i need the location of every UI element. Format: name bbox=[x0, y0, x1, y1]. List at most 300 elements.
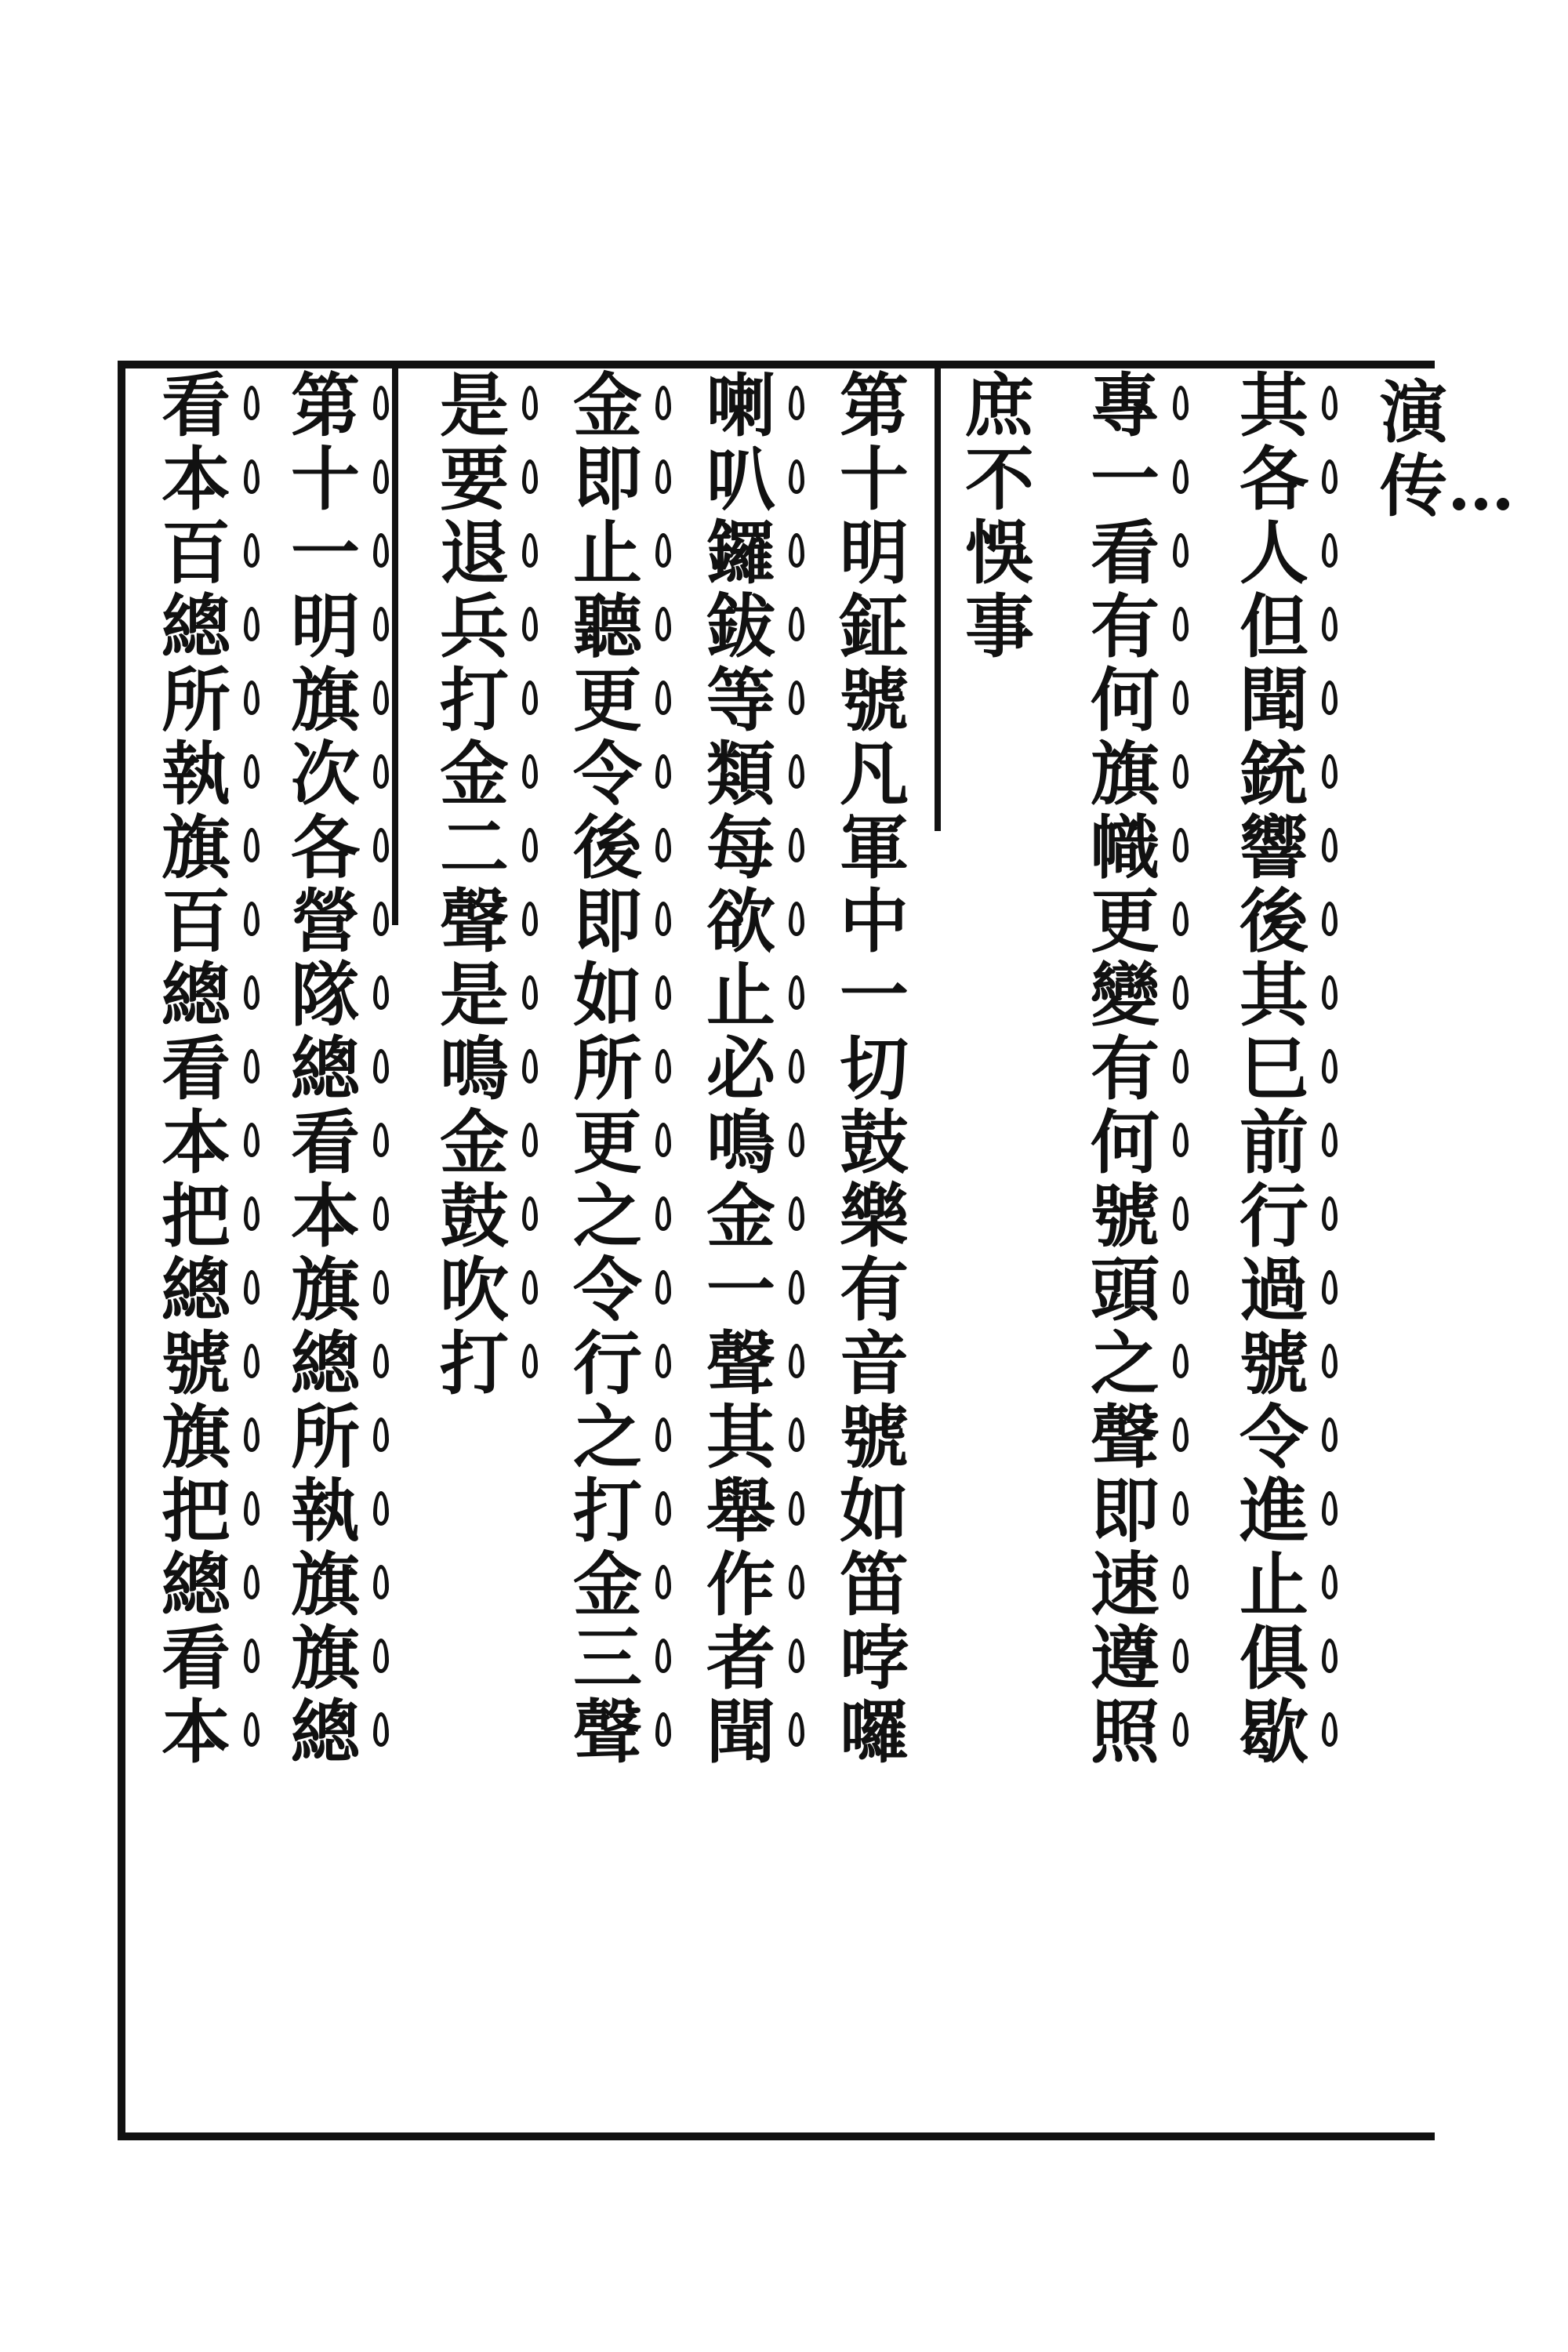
character: 後 bbox=[1239, 880, 1308, 962]
char-cell bbox=[1066, 365, 1184, 446]
char-cell bbox=[137, 1175, 255, 1257]
character: 何 bbox=[1090, 1102, 1160, 1183]
character: 百 bbox=[161, 512, 230, 593]
char-cell bbox=[682, 1396, 800, 1478]
char-cell bbox=[1066, 733, 1184, 815]
char-cell bbox=[137, 365, 255, 446]
character: 號 bbox=[839, 659, 909, 741]
character: 照 bbox=[1090, 1691, 1160, 1773]
char-cell bbox=[941, 586, 1058, 667]
character: 總 bbox=[290, 1028, 360, 1109]
char-cell bbox=[1066, 1470, 1184, 1552]
char-cell bbox=[682, 659, 800, 741]
char-cell bbox=[1215, 1396, 1333, 1478]
char-cell bbox=[549, 880, 666, 962]
character: 打 bbox=[572, 1470, 642, 1552]
char-cell bbox=[137, 1249, 255, 1330]
char-cell bbox=[815, 880, 933, 962]
character: 聞 bbox=[706, 1691, 775, 1773]
character: 令 bbox=[1239, 1396, 1308, 1478]
character: 吹 bbox=[439, 1249, 509, 1330]
char-cell bbox=[1215, 1175, 1333, 1257]
char-cell bbox=[815, 1102, 933, 1183]
character: 總 bbox=[161, 586, 230, 667]
character: 聲 bbox=[439, 880, 509, 962]
character: 巳 bbox=[1239, 1028, 1308, 1109]
char-cell bbox=[815, 365, 933, 446]
character: 二 bbox=[439, 807, 509, 888]
character: 止 bbox=[1239, 1544, 1308, 1625]
character: 過 bbox=[1239, 1249, 1308, 1330]
character: 有 bbox=[1090, 1028, 1160, 1109]
char-cell bbox=[137, 1323, 255, 1404]
character: 隊 bbox=[290, 954, 360, 1036]
character: 第 bbox=[290, 365, 360, 446]
char-cell bbox=[416, 512, 533, 593]
char-cell bbox=[815, 733, 933, 815]
char-cell bbox=[549, 1102, 666, 1183]
char-cell bbox=[1066, 659, 1184, 741]
char-cell bbox=[267, 807, 384, 888]
char-cell bbox=[1066, 1396, 1184, 1478]
character: 聲 bbox=[572, 1691, 642, 1773]
char-cell bbox=[682, 807, 800, 888]
character: 行 bbox=[1239, 1175, 1308, 1257]
character: 旗 bbox=[290, 1617, 360, 1699]
char-cell bbox=[815, 807, 933, 888]
character: 速 bbox=[1090, 1544, 1160, 1625]
character: 幟 bbox=[1090, 807, 1160, 888]
column-divider bbox=[935, 368, 941, 831]
char-cell bbox=[267, 954, 384, 1036]
character: 總 bbox=[161, 1544, 230, 1625]
char-cell bbox=[682, 1544, 800, 1625]
character: 號 bbox=[839, 1396, 909, 1478]
character: 號 bbox=[1239, 1323, 1308, 1404]
character: 鼓 bbox=[839, 1102, 909, 1183]
char-cell bbox=[1215, 1028, 1333, 1109]
char-cell bbox=[416, 1175, 533, 1257]
character: 看 bbox=[161, 1028, 230, 1109]
character: 十 bbox=[290, 438, 360, 520]
char-cell bbox=[137, 1102, 255, 1183]
char-cell bbox=[1215, 733, 1333, 815]
char-cell bbox=[815, 1323, 933, 1404]
character: 本 bbox=[290, 1175, 360, 1257]
char-cell bbox=[267, 1175, 384, 1257]
char-cell bbox=[815, 1544, 933, 1625]
character: 中 bbox=[839, 880, 909, 962]
char-cell bbox=[815, 438, 933, 520]
char-cell bbox=[416, 586, 533, 667]
char-cell bbox=[1215, 365, 1333, 446]
char-cell bbox=[682, 1617, 800, 1699]
text-column-2 bbox=[1066, 365, 1184, 1773]
character: 旗 bbox=[290, 1249, 360, 1330]
character: 專 bbox=[1090, 365, 1160, 446]
char-cell bbox=[137, 512, 255, 593]
char-cell bbox=[267, 365, 384, 446]
char-cell bbox=[267, 659, 384, 741]
char-cell bbox=[549, 1470, 666, 1552]
char-cell bbox=[1215, 1691, 1333, 1773]
char-cell bbox=[682, 1249, 800, 1330]
char-cell bbox=[1066, 512, 1184, 593]
character: 第 bbox=[839, 365, 909, 446]
character: 兵 bbox=[439, 586, 509, 667]
char-cell bbox=[416, 1028, 533, 1109]
char-cell bbox=[416, 880, 533, 962]
char-cell bbox=[1066, 1617, 1184, 1699]
character: 悞 bbox=[964, 512, 1034, 593]
character: 一 bbox=[839, 954, 909, 1036]
char-cell bbox=[137, 1617, 255, 1699]
character: 其 bbox=[706, 1396, 775, 1478]
char-cell bbox=[549, 954, 666, 1036]
character: 看 bbox=[290, 1102, 360, 1183]
text-column-4 bbox=[815, 365, 933, 1773]
character: 何 bbox=[1090, 659, 1160, 741]
char-cell bbox=[1066, 807, 1184, 888]
character: 更 bbox=[572, 659, 642, 741]
char-cell bbox=[267, 586, 384, 667]
character: 變 bbox=[1090, 954, 1160, 1036]
char-cell bbox=[682, 1028, 800, 1109]
character: 一 bbox=[706, 1249, 775, 1330]
character: 本 bbox=[161, 438, 230, 520]
char-cell bbox=[682, 1102, 800, 1183]
char-cell bbox=[267, 1249, 384, 1330]
character: 三 bbox=[572, 1617, 642, 1699]
text-column-6 bbox=[549, 365, 666, 1773]
char-cell bbox=[815, 1396, 933, 1478]
character: 是 bbox=[439, 954, 509, 1036]
char-cell bbox=[682, 1470, 800, 1552]
char-cell bbox=[267, 512, 384, 593]
character: 旗 bbox=[1090, 733, 1160, 815]
char-cell bbox=[815, 1249, 933, 1330]
text-column-9 bbox=[137, 365, 255, 1773]
character: 看 bbox=[1090, 512, 1160, 593]
char-cell bbox=[815, 954, 933, 1036]
char-cell bbox=[137, 1396, 255, 1478]
char-cell bbox=[267, 1617, 384, 1699]
char-cell bbox=[416, 365, 533, 446]
character: 號 bbox=[1090, 1175, 1160, 1257]
character: 令 bbox=[572, 1249, 642, 1330]
char-cell bbox=[267, 1028, 384, 1109]
character: 所 bbox=[161, 659, 230, 741]
character: 打 bbox=[439, 1323, 509, 1404]
character: 類 bbox=[706, 733, 775, 815]
character: 打 bbox=[439, 659, 509, 741]
character: 軍 bbox=[839, 807, 909, 888]
character: 有 bbox=[1090, 586, 1160, 667]
character: 聲 bbox=[706, 1323, 775, 1404]
character: 之 bbox=[572, 1396, 642, 1478]
character: 有 bbox=[839, 1249, 909, 1330]
char-cell bbox=[549, 586, 666, 667]
char-cell bbox=[1066, 880, 1184, 962]
character: 金 bbox=[439, 1102, 509, 1183]
char-cell bbox=[682, 954, 800, 1036]
character: 總 bbox=[290, 1691, 360, 1773]
char-cell bbox=[416, 733, 533, 815]
char-cell bbox=[549, 1691, 666, 1773]
character: 即 bbox=[572, 880, 642, 962]
text-column-7 bbox=[416, 365, 533, 1404]
text-column-8 bbox=[267, 365, 384, 1773]
char-cell bbox=[815, 586, 933, 667]
character: 所 bbox=[572, 1028, 642, 1109]
char-cell bbox=[549, 1249, 666, 1330]
text-column-3 bbox=[941, 365, 1058, 667]
character: 把 bbox=[161, 1470, 230, 1552]
char-cell bbox=[1066, 1028, 1184, 1109]
char-cell bbox=[137, 880, 255, 962]
column-divider bbox=[392, 368, 398, 925]
character: 聽 bbox=[572, 586, 642, 667]
char-cell bbox=[416, 1323, 533, 1404]
character: 喇 bbox=[706, 365, 775, 446]
char-cell bbox=[682, 438, 800, 520]
character: 鑼 bbox=[706, 512, 775, 593]
character: 作 bbox=[706, 1544, 775, 1625]
char-cell bbox=[682, 586, 800, 667]
character: 明 bbox=[839, 512, 909, 593]
character: 鼓 bbox=[439, 1175, 509, 1257]
char-cell bbox=[1215, 880, 1333, 962]
char-cell bbox=[416, 1249, 533, 1330]
char-cell bbox=[137, 659, 255, 741]
char-cell bbox=[1066, 438, 1184, 520]
character: 如 bbox=[839, 1470, 909, 1552]
character: 行 bbox=[572, 1323, 642, 1404]
character: 其 bbox=[1239, 365, 1308, 446]
character: 叭 bbox=[706, 438, 775, 520]
character: 進 bbox=[1239, 1470, 1308, 1552]
char-cell bbox=[549, 512, 666, 593]
char-cell bbox=[267, 880, 384, 962]
char-cell bbox=[549, 1028, 666, 1109]
char-cell bbox=[815, 1175, 933, 1257]
character: 一 bbox=[290, 512, 360, 593]
character: 鳴 bbox=[706, 1102, 775, 1183]
character: 旗 bbox=[290, 1544, 360, 1625]
char-cell bbox=[1215, 438, 1333, 520]
character: 明 bbox=[290, 586, 360, 667]
char-cell bbox=[1066, 1175, 1184, 1257]
character: 鉦 bbox=[839, 586, 909, 667]
character: 一 bbox=[1090, 438, 1160, 520]
character: 所 bbox=[290, 1396, 360, 1478]
char-cell bbox=[137, 1028, 255, 1109]
char-cell bbox=[1066, 1102, 1184, 1183]
character: 百 bbox=[161, 880, 230, 962]
char-cell bbox=[1215, 1249, 1333, 1330]
character: 即 bbox=[572, 438, 642, 520]
character: 遵 bbox=[1090, 1617, 1160, 1699]
char-cell bbox=[549, 365, 666, 446]
character: 金 bbox=[439, 733, 509, 815]
character: 更 bbox=[1090, 880, 1160, 962]
char-cell bbox=[267, 1470, 384, 1552]
character: 之 bbox=[1090, 1323, 1160, 1404]
char-cell bbox=[137, 807, 255, 888]
char-cell bbox=[682, 1691, 800, 1773]
char-cell bbox=[416, 659, 533, 741]
character: 不 bbox=[964, 438, 1034, 520]
char-cell bbox=[137, 586, 255, 667]
character: 笛 bbox=[839, 1544, 909, 1625]
character: 之 bbox=[572, 1175, 642, 1257]
char-cell bbox=[549, 1617, 666, 1699]
character: 俱 bbox=[1239, 1617, 1308, 1699]
char-cell bbox=[1215, 1102, 1333, 1183]
char-cell bbox=[682, 733, 800, 815]
char-cell bbox=[416, 1102, 533, 1183]
character: 頭 bbox=[1090, 1249, 1160, 1330]
character: 旗 bbox=[161, 807, 230, 888]
char-cell bbox=[416, 807, 533, 888]
character: 切 bbox=[839, 1028, 909, 1109]
character: 鈸 bbox=[706, 586, 775, 667]
char-cell bbox=[137, 733, 255, 815]
char-cell bbox=[267, 438, 384, 520]
char-cell bbox=[1066, 1691, 1184, 1773]
character: 是 bbox=[439, 365, 509, 446]
char-cell bbox=[682, 880, 800, 962]
character: 止 bbox=[572, 512, 642, 593]
character: 庶 bbox=[964, 365, 1034, 446]
character: 總 bbox=[161, 954, 230, 1036]
character: 音 bbox=[839, 1323, 909, 1404]
character: 樂 bbox=[839, 1175, 909, 1257]
char-cell bbox=[1215, 512, 1333, 593]
char-cell bbox=[267, 1396, 384, 1478]
character: 金 bbox=[706, 1175, 775, 1257]
character: 本 bbox=[161, 1691, 230, 1773]
margin-text: 演传… bbox=[1380, 373, 1515, 526]
character: 後 bbox=[572, 807, 642, 888]
char-cell bbox=[137, 438, 255, 520]
character: 如 bbox=[572, 954, 642, 1036]
char-cell bbox=[137, 1544, 255, 1625]
character: 凡 bbox=[839, 733, 909, 815]
character: 舉 bbox=[706, 1470, 775, 1552]
char-cell bbox=[549, 1175, 666, 1257]
char-cell bbox=[549, 1544, 666, 1625]
char-cell bbox=[941, 438, 1058, 520]
char-cell bbox=[1066, 1544, 1184, 1625]
character: 鳴 bbox=[439, 1028, 509, 1109]
char-cell bbox=[941, 512, 1058, 593]
character: 旗 bbox=[290, 659, 360, 741]
char-cell bbox=[1215, 1617, 1333, 1699]
char-cell bbox=[815, 1617, 933, 1699]
character: 看 bbox=[161, 365, 230, 446]
character: 必 bbox=[706, 1028, 775, 1109]
char-cell bbox=[1066, 1323, 1184, 1404]
character: 退 bbox=[439, 512, 509, 593]
character: 者 bbox=[706, 1617, 775, 1699]
character: 其 bbox=[1239, 954, 1308, 1036]
character: 令 bbox=[572, 733, 642, 815]
char-cell bbox=[682, 365, 800, 446]
char-cell bbox=[1215, 586, 1333, 667]
character: 歇 bbox=[1239, 1691, 1308, 1773]
character: 旗 bbox=[161, 1396, 230, 1478]
char-cell bbox=[549, 438, 666, 520]
character: 更 bbox=[572, 1102, 642, 1183]
character: 金 bbox=[572, 1544, 642, 1625]
char-cell bbox=[137, 1470, 255, 1552]
character: 囉 bbox=[839, 1691, 909, 1773]
char-cell bbox=[416, 954, 533, 1036]
character: 即 bbox=[1090, 1470, 1160, 1552]
char-cell bbox=[137, 1691, 255, 1773]
character: 各 bbox=[290, 807, 360, 888]
char-cell bbox=[682, 1175, 800, 1257]
character: 聞 bbox=[1239, 659, 1308, 741]
char-cell bbox=[549, 1323, 666, 1404]
char-cell bbox=[549, 659, 666, 741]
character: 哱 bbox=[839, 1617, 909, 1699]
character: 次 bbox=[290, 733, 360, 815]
char-cell bbox=[267, 1544, 384, 1625]
character: 欲 bbox=[706, 880, 775, 962]
character: 執 bbox=[290, 1470, 360, 1552]
char-cell bbox=[549, 1396, 666, 1478]
char-cell bbox=[416, 438, 533, 520]
char-cell bbox=[815, 512, 933, 593]
char-cell bbox=[1215, 1323, 1333, 1404]
character: 看 bbox=[161, 1617, 230, 1699]
char-cell bbox=[941, 365, 1058, 446]
char-cell bbox=[549, 733, 666, 815]
char-cell bbox=[267, 1323, 384, 1404]
character: 執 bbox=[161, 733, 230, 815]
character: 各 bbox=[1239, 438, 1308, 520]
character: 每 bbox=[706, 807, 775, 888]
char-cell bbox=[1066, 586, 1184, 667]
char-cell bbox=[1215, 954, 1333, 1036]
character: 號 bbox=[161, 1323, 230, 1404]
char-cell bbox=[1215, 1544, 1333, 1625]
character: 金 bbox=[572, 365, 642, 446]
character: 前 bbox=[1239, 1102, 1308, 1183]
char-cell bbox=[1215, 807, 1333, 888]
character: 人 bbox=[1239, 512, 1308, 593]
character: 等 bbox=[706, 659, 775, 741]
character: 營 bbox=[290, 880, 360, 962]
text-column-1 bbox=[1215, 365, 1333, 1773]
character: 要 bbox=[439, 438, 509, 520]
char-cell bbox=[267, 733, 384, 815]
char-cell bbox=[682, 512, 800, 593]
character: 把 bbox=[161, 1175, 230, 1257]
character: 聲 bbox=[1090, 1396, 1160, 1478]
character: 止 bbox=[706, 954, 775, 1036]
character: 總 bbox=[161, 1249, 230, 1330]
char-cell bbox=[267, 1102, 384, 1183]
char-cell bbox=[682, 1323, 800, 1404]
char-cell bbox=[815, 659, 933, 741]
character: 響 bbox=[1239, 807, 1308, 888]
char-cell bbox=[137, 954, 255, 1036]
character: 事 bbox=[964, 586, 1034, 667]
character: 銃 bbox=[1239, 733, 1308, 815]
